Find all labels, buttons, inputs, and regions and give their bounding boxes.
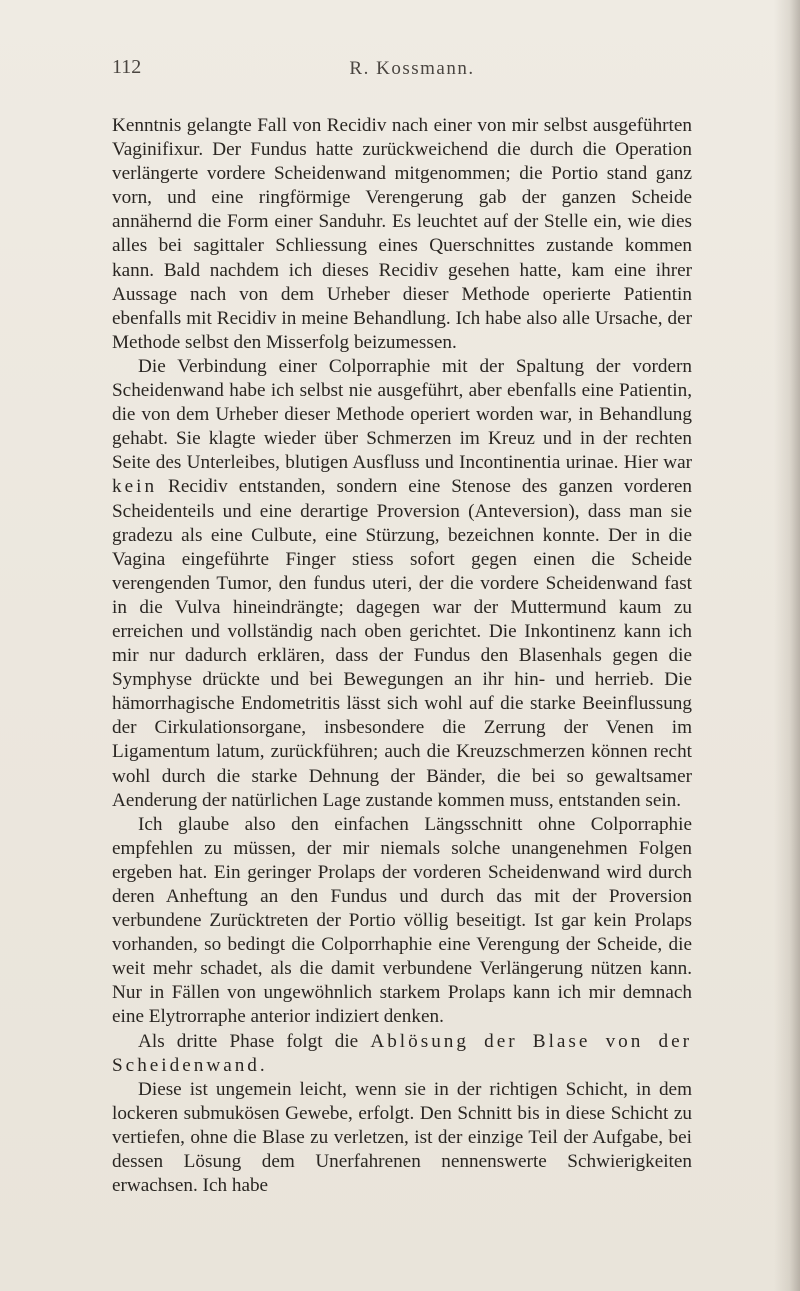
page-header [112, 56, 712, 82]
section-heading-inline: Ablösung der Blase von der Scheidenwand. [112, 1030, 692, 1076]
body-text [112, 114, 692, 1198]
paragraph-2 [112, 355, 692, 813]
emphasized-word: kein [112, 476, 158, 498]
page-edge-shadow [774, 0, 800, 1291]
page-number: 112 [112, 56, 142, 78]
paragraph-text: Ich glaube also den einfachen Längsschnitt ohne Colporraphie empfehlen zu müssen, der mir niemals solche unangenehmen Folgen ergeben hat. Ein geringer Prolaps der vorderen Scheidenwand wird durch deren Anheftung an den Fundus und durch das mit der Proversion verbundene Zurücktreten der Portio völlig beseitigt. Ist gar kein Prolaps vorhanden, so bedingt die Colporrhaphie eine Verengung der Scheide, die weit mehr schadet, als die damit verbundene Verlängerung nützen kann. Nur in Fällen von ungewöhnlich starkem Prolaps kann ich mir demnach eine Elytrorraphe anterior indiziert denken. [112, 813, 692, 1028]
paragraph-3 [112, 813, 692, 1030]
paragraph-text: Als dritte Phase folgt die [138, 1030, 371, 1052]
paragraph-text: Diese ist ungemein leicht, wenn sie in der richtigen Schicht, in dem lockeren submukösen Gewebe, erfolgt. Den Schnitt bis in diese Schicht zu vertiefen, ohne die Blase zu verletzen, ist der einzige Teil der Aufgabe, bei dessen Lösung dem Unerfahrenen nennenswerte Schwierigkeiten erwachsen. Ich habe [112, 1078, 692, 1197]
paragraph-4 [112, 1030, 692, 1078]
paragraph-text: Kenntnis gelangte Fall von Recidiv nach einer von mir selbst ausgeführten Vaginifixur. Der Fundus hatte zurückweichend die durch die Operation verlängerte vordere Scheidenwand mitgenommen; die Portio stand ganz vorn, und eine ringförmige Verengerung gab der ganzen Scheide annähernd die Form einer Sanduhr. Es leuchtet auf der Stelle ein, wie dies alles bei sagittaler Schliessung eines Querschnittes zustande kommen kann. Bald nachdem ich dieses Recidiv gesehen hatte, kam eine ihrer Aussage nach von dem Urheber dieser Methode operierte Patientin ebenfalls mit Recidiv in meine Behandlung. Ich habe also alle Ursache, der Methode selbst den Misserfolg beizumessen. [112, 115, 692, 353]
paragraph-text: Die Verbindung einer Colporraphie mit der Spaltung der vordern Scheidenwand habe ich selbst nie ausgeführt, aber ebenfalls eine Patientin, die von dem Urheber dieser Methode operiert worden war, in Behandlung gehabt. Sie klagte wieder über Schmerzen im Kreuz und in der rechten Seite des Unterleibes, blutigen Ausfluss und Incontinentia urinae. Hier war [112, 355, 692, 474]
paragraph-5 [112, 1078, 692, 1198]
paragraph-1 [112, 114, 692, 355]
running-head: R. Kossmann. [349, 58, 475, 79]
paragraph-text: Recidiv entstanden, sondern eine Stenose des ganzen vorderen Scheidenteils und eine derartige Proversion (Anteversion), dass man sie gradezu als eine Culbute, eine Stürzung, bezeichnen konnte. Der in die Vagina eingeführte Finger stiess sofort gegen einen die Scheide verengenden Tumor, den fundus uteri, der die vordere Scheidenwand fast in die Vulva hineindrängte; dagegen war der Muttermund kaum zu erreichen und vollständig nach oben gerichtet. Die Inkontinenz kann ich mir nur dadurch erklären, dass der Fundus den Blasenhals gegen die Symphyse drückte und bei Bewegungen an ihr hin- und herrieb. Die hämorrhagische Endometritis lässt sich wohl auf die starke Beeinflussung der Cirkulationsorgane, insbesondere die Zerrung der Venen im Ligamentum latum, zurückführen; auch die Kreuzschmerzen können recht wohl durch die starke Dehnung der Bänder, die bei so gewaltsamer Aenderung der natürlichen Lage zustande kommen muss, entstanden sein. [112, 476, 692, 811]
